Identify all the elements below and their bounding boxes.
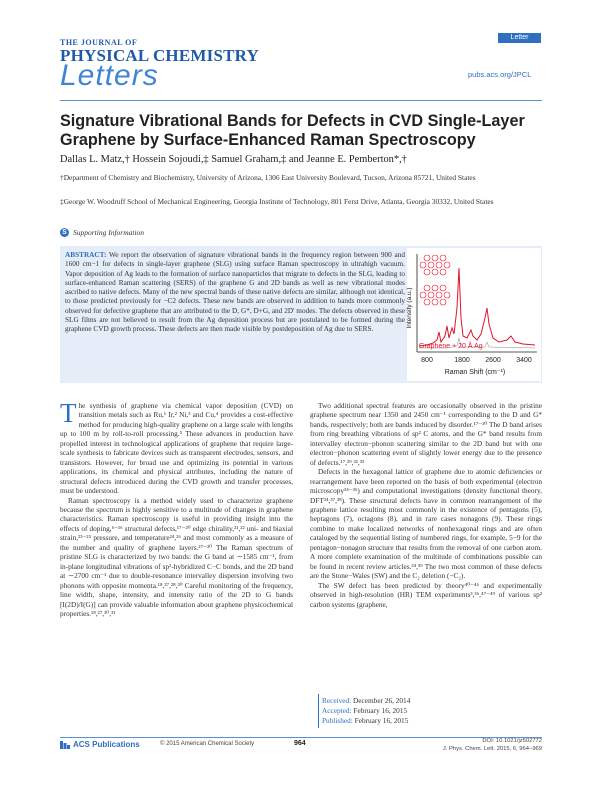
affiliation-2: ‡George W. Woodruff School of Mechanical Engineering, Georgia Institute of Technology, 801 Ferst Drive, Atlanta, Georgia 30332, United States (60, 197, 494, 206)
accepted-label: Accepted: (322, 706, 352, 715)
abstract-body: We report the observation of signature vibrational bands in the frequency region between 900 and 1600 cm−1 for defects in single-layer graphene (SLG) using surface Raman spectroscopy in ultrahigh vacuum. Vapor deposition of Ag leads to the formation of surface nanoparticles that migrate to defects in the SLG, leading to surface-enhanced Raman scattering (SERS) of the graphene G and 2D bands as well as new vibrational modes ascribed to native defects. Many of the new spectral bands of these native defects are similar, although not identical, to those predicted previously for −C2 defects. These new bands are observed in addition to bands more commonly observed for defective graphene that are attributed to the D, G*, D+G, and 2D' modes. The defects observed in these SLG films are not believed to result from the Ag deposition process but are postulated to be formed during the graphene CVD growth process. These defects are then made visible by postdeposition of Ag due to SERS. (65, 251, 405, 334)
abstract (65, 251, 405, 335)
received-label: Received: (322, 696, 352, 705)
toc-graphic (407, 248, 541, 381)
toc-tick-1800: 1800 (454, 357, 470, 364)
body-paragraph-4: Defects in the hexagonal lattice of graphene due to atomic deficiencies or rearrangement have been reported on the basis of both experimental (electron microscopy³⁴⁻³⁶) and computational investigations (density functional theory, DFT³⁴,³⁷,³⁸). These structural defects have in common rearrangement of the graphene lattice resulting most commonly in the existence of pentagons (5), heptagons (7), octagons (8), and in rare cases nonagons (9). These rings combine to make localized networks of nonhexagonal rings and are often cataloged by the sequential listing of numbered rings, for example, 5−9 for the pentagon−nonagon structure that results from the removal of one carbon atom. A more complete examination of the multitude of combinations possible can be found in recent review articles.³⁴,³⁹ The two most common of these defects are the Stone−Wales (SW) and the C₂ deletion (−C₂). (310, 467, 542, 581)
body-paragraph-3: Two additional spectral features are occasionally observed in the pristine graphene spectrum near 1350 and 2450 cm⁻¹ corresponding to the D and G* bands, respectively; both are bands induced by disorder.¹⁷⁻²⁰ The D band arises from ring breathing vibrations of sp² C atoms, and the G* band results from intervalley electron−phonon scattering similar to the 2D band but with one electron−phonon scattering event of slightly lower energy due to the presence of defects.¹⁷,²⁹,³²,³³ (310, 401, 542, 467)
drop-cap: T (60, 398, 77, 428)
toc-x-label: Raman Shift (cm⁻¹) (444, 369, 506, 376)
received-date: December 26, 2014 (353, 696, 411, 705)
acs-logo-icon (60, 741, 70, 749)
body-column-1 (60, 398, 293, 618)
intro-paragraph-1: The synthesis of graphene via chemical vapor deposition (CVD) on transition metals such as Ru,¹ Ir,² Ni,³ and Cu,⁴ provides a cost-effective method for producing high-quality graphene on a large scale with lengths up to 100 m by roll-to-roll processing.⁵ These advances in production have propelled interest in technological applications of graphene that require large-scale synthesis to fabricate devices such as transparent electrodes, sensors, and transistors. However, for broad use and optimizing its potential in various applications, its chemical and physical attributes, including the nature of structural defects introduced during the CVD growth and transfer processes, must be understood. (60, 398, 293, 496)
published-date: February 16, 2015 (354, 716, 409, 725)
affiliation-1: †Department of Chemistry and Biochemistry, University of Arizona, 1306 East University Boulevard, Tucson, Arizona 85721, United States (60, 173, 476, 182)
journal-url-link[interactable]: pubs.acs.org/JPCL (468, 70, 532, 79)
journal-name-top: THE JOURNAL OF (60, 38, 138, 47)
abstract-label: ABSTRACT: (65, 251, 107, 259)
journal-name-middle: PHYSICAL CHEMISTRY (60, 46, 260, 65)
toc-tick-800: 800 (421, 357, 433, 364)
accepted-date: February 16, 2015 (353, 706, 408, 715)
body-paragraph-5: The SW defect has been predicted by theory⁴⁰⁻⁴⁶ and experimentally observed in high-resolution (HR) TEM experiments³,³⁶,⁴⁷⁻⁴⁹ of various sp² carbon systems (graphene, (310, 580, 542, 609)
article-title: Signature Vibrational Bands for Defects in CVD Single-Layer Graphene by Surface-Enhanced Raman Spectroscopy (60, 112, 525, 149)
supporting-info-icon[interactable]: S (60, 228, 69, 237)
header-divider (60, 100, 542, 101)
toc-y-label: Intensity (a.u.) (406, 287, 413, 329)
citation: J. Phys. Chem. Lett. 2015, 6, 964−969 (442, 745, 542, 752)
body-column-2 (310, 401, 542, 609)
doi[interactable]: DOI: 10.1021/jz502772 (482, 738, 542, 744)
published-label: Published: (322, 716, 353, 725)
journal-logo-letters: Letters (60, 59, 159, 92)
dates-divider (318, 694, 319, 728)
article-type-badge: Letter (498, 33, 541, 43)
toc-tick-3400: 3400 (516, 357, 532, 364)
supporting-info-link[interactable]: Supporting Information (73, 228, 145, 237)
intro-paragraph-2: Raman spectroscopy is a method widely used to characterize graphene because the spectrum is highly sensitive to a multitude of changes in graphene characteristics. Raman spectroscopy is useful in providing insight into the effects of doping,⁶⁻¹⁶ structural defects,¹⁷⁻²⁰ edge chirality,²¹,²² uni- and biaxial strain,²³⁻²⁵ pressure, and temperature²⁴,²⁶ and most commonly as a measure of the number and quality of graphene layers.²⁷⁻³⁰ The Raman spectrum of pristine SLG is characterized by two bands: the G band at ∼1585 cm⁻¹, from in-plane longitudinal vibrations of sp²-hybridized C−C bonds, and the 2D band at ∼2700 cm⁻¹ due to double-resonance intervalley dispersion involving two phonons with opposite momenta.¹⁸,²⁷,²⁸,³⁰ Careful monitoring of the frequency, line width, shape, intensity, and intensity ratio of the 2D to G bands [I(2D)/I(G)] can provide valuable information about graphene physicochemical properties.¹⁸,²⁷,³⁰,³¹ (60, 495, 293, 618)
toc-legend: Graphene + 20 Å Ag (419, 343, 483, 350)
doi-citation (440, 738, 542, 753)
publisher-name[interactable]: ACS Publications (73, 740, 140, 749)
publication-dates (322, 696, 522, 726)
copyright: © 2015 American Chemical Society (160, 741, 255, 747)
toc-tick-2600: 2600 (485, 357, 501, 364)
author-list: Dallas L. Matz,† Hossein Sojoudi,‡ Samuel Graham,‡ and Jeanne E. Pemberton*,† (60, 154, 407, 165)
page-number: 964 (294, 740, 306, 747)
